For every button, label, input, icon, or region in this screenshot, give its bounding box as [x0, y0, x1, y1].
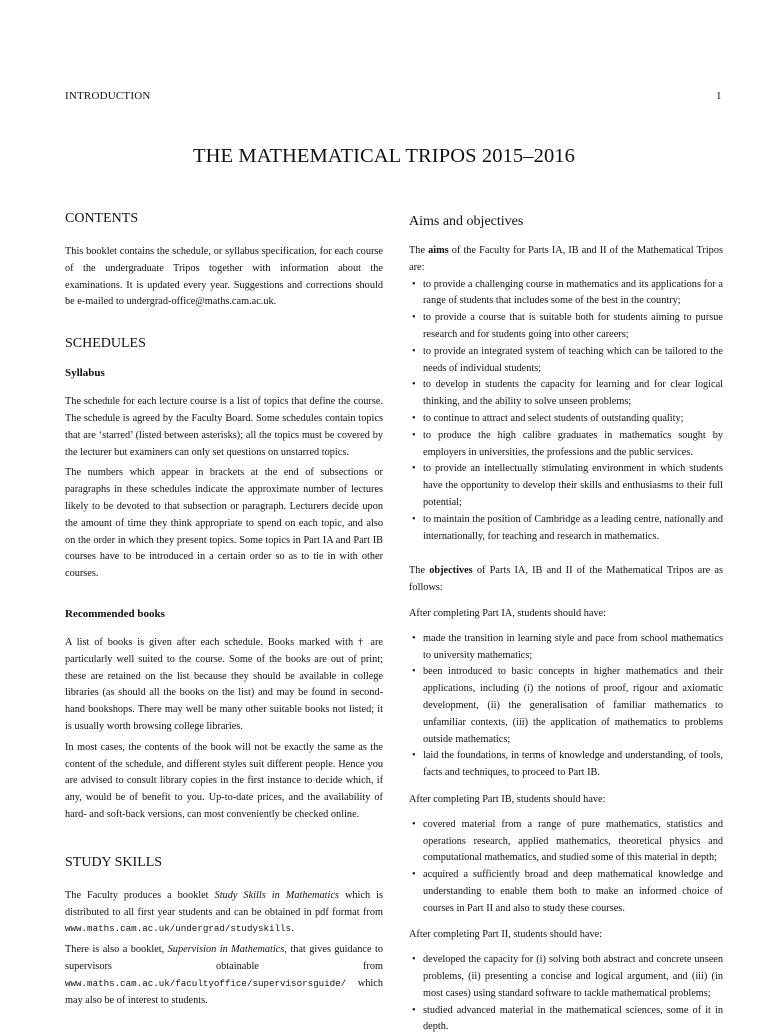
part-ia-list — [409, 631, 723, 782]
study-skills-heading: STUDY SKILLS — [65, 854, 163, 870]
objectives-intro-b: of Parts IA, IB and II of the Mathematical Tripos are as follows: — [409, 565, 723, 594]
aims-list — [409, 277, 723, 546]
running-header: INTRODUCTION — [65, 90, 151, 102]
objectives-intro — [409, 563, 723, 597]
objectives-intro-a: The — [409, 565, 430, 577]
part-ib-list-item: • acquired a sufficiently broad and deep mathematical knowledge and understanding to enable them both to make an informed choice of courses in Part II and also to study these courses. — [409, 867, 723, 917]
supervision-url[interactable]: www.maths.cam.ac.uk/facultyoffice/supervisorsguide/ — [65, 977, 347, 989]
part-ia-list-item: • laid the foundations, in terms of knowledge and understanding, of tools, facts and techniques, to proceed to Part IB. — [409, 748, 723, 782]
part-ii-list-item: • developed the capacity for (i) solving both abstract and concrete unseen problems, (ii) presenting a concise and logical argument, and (iii) (in most cases) using standard software to tackle mathematical problems; — [409, 952, 723, 1002]
aims-intro-a: The — [409, 245, 429, 256]
part-ii-intro: After completing Part II, students should have: — [409, 929, 603, 941]
books-paragraph-1: A list of books is given after each schedule. Books marked with † are particularly well suited to the course. Some of the books are out of print; these are retained on the list because they should be available in college libraries (as should all the books on the list) and may be found in second-hand bookshops. There may well be many other suitable books not listed; it is usually worth browsing college libraries. — [65, 636, 383, 732]
part-ib-intro: After completing Part IB, students should have: — [409, 793, 606, 805]
page-title: THE MATHEMATICAL TRIPOS 2015–2016 — [193, 145, 575, 167]
recommended-books-heading: Recommended books — [65, 607, 165, 620]
study-skills-booklet-title: Study Skills in Mathematics — [214, 889, 339, 901]
study-skills-url[interactable]: www.maths.cam.ac.uk/undergrad/studyskills — [65, 923, 292, 935]
part-ia-intro: After completing Part IA, students should have: — [409, 607, 607, 619]
supervision-text-b: , that gives guidance to supervisors obtainable from — [65, 944, 383, 972]
part-ia-list-item: • made the transition in learning style and pace from school mathematics to university mathematics; — [409, 631, 723, 665]
study-skills-paragraph-2 — [65, 942, 383, 1009]
supervision-text-c: which may also be of interest to students. — [65, 977, 383, 1006]
books-paragraph-2: In most cases, the contents of the book will not be exactly the same as the content of the schedule, and different styles suit different people. Hence you are advised to consult library copies in the first instance to decide which, if any, would be of benefit to you. Up-to-date prices, and the availability of hard- and soft-back versions, can most conveniently be checked online. — [65, 741, 383, 820]
study-skills-paragraph-1 — [65, 888, 383, 938]
supervision-booklet-title: Supervision in Mathematics — [167, 944, 285, 956]
part-ia-list-item: • been introduced to basic concepts in higher mathematics and their applications, including (i) the notions of proof, rigour and axiomatic development, (ii) the generalisation of familiar mathematics to unfamiliar contexts, (iii) the application of mathematics to problems outside mathematics; — [409, 664, 723, 748]
aims-list-item: • to provide an integrated system of teaching which can be tailored to the needs of individual students; — [409, 344, 723, 378]
aims-list-item: • to provide a course that is suitable both for students aiming to pursue research and for students going into other careers; — [409, 310, 723, 344]
left-column — [65, 210, 383, 1009]
syllabus-paragraph-1: The schedule for each lecture course is a list of topics that define the course. The schedule is agreed by the Faculty Board. Some schedules contain topics that are ‘starred’ (listed between asterisks); all the topics must be covered by the lecturer but examiners can only set questions on unstarred topics. — [65, 396, 383, 458]
aims-list-item: • to produce the high calibre graduates in mathematics sought by employers in universities, the professions and the public services. — [409, 428, 723, 462]
syllabus-heading: Syllabus — [65, 367, 105, 380]
objectives-intro-bold: objectives — [429, 565, 473, 577]
aims-list-item: • to provide a challenging course in mathematics and its applications for a range of students that includes some of the best in the country; — [409, 277, 723, 311]
part-ii-list — [409, 952, 723, 1036]
study-skills-text-c: . — [291, 923, 294, 935]
page-number: 1 — [716, 90, 722, 102]
aims-list-item: • to develop in students the capacity for learning and for clear logical thinking, and the ability to solve unseen problems; — [409, 377, 723, 411]
aims-list-item: • to provide an intellectually stimulating environment in which students have the opportunity to develop their skills and enthusiasms to their full potential; — [409, 461, 723, 511]
part-ii-list-item: • studied advanced material in the mathematical sciences, some of it in depth. — [409, 1003, 723, 1036]
aims-list-item: • to continue to attract and select students of outstanding quality; — [409, 411, 723, 428]
aims-intro — [409, 243, 723, 277]
right-column — [409, 213, 723, 1036]
schedules-heading: SCHEDULES — [65, 336, 146, 352]
syllabus-paragraph-2: The numbers which appear in brackets at the end of subsections or paragraphs in these schedules indicate the approximate number of lectures likely to be devoted to that subsection or paragraph. Lecturers decide upon the amount of time they think appropriate to spend on each topic, and also on the order in which they present topics. Some topics in Part IA and Part IB courses have to be introduced in a certain order so as to tie in with other courses. — [65, 467, 383, 580]
supervision-text-a: There is also a booklet, — [65, 944, 168, 956]
study-skills-text-a: The Faculty produces a booklet — [65, 889, 215, 901]
aims-list-item: • to maintain the position of Cambridge as a leading centre, nationally and internationally, for teaching and research in mathematics. — [409, 512, 723, 546]
part-ib-list-item: • covered material from a range of pure mathematics, statistics and operations research, applied mathematics, theoretical physics and computational mathematics, and studied some of this material in depth; — [409, 817, 723, 867]
part-ib-list — [409, 817, 723, 918]
aims-heading: Aims and objectives — [409, 214, 524, 229]
aims-intro-b: of the Faculty for Parts IA, IB and II of the Mathematical Tripos are: — [409, 245, 723, 273]
contents-heading: CONTENTS — [65, 211, 139, 226]
study-skills-text-b: which is distributed to all first year students and can be obtained in pdf format from — [65, 889, 383, 918]
contents-paragraph: This booklet contains the schedule, or syllabus specification, for each course of the undergraduate Tripos together with information about the examinations. It is updated every year. Suggestions and corrections should be e-mailed to undergrad-office@maths.cam.ac.uk. — [65, 246, 383, 308]
aims-intro-bold: aims — [428, 245, 449, 256]
